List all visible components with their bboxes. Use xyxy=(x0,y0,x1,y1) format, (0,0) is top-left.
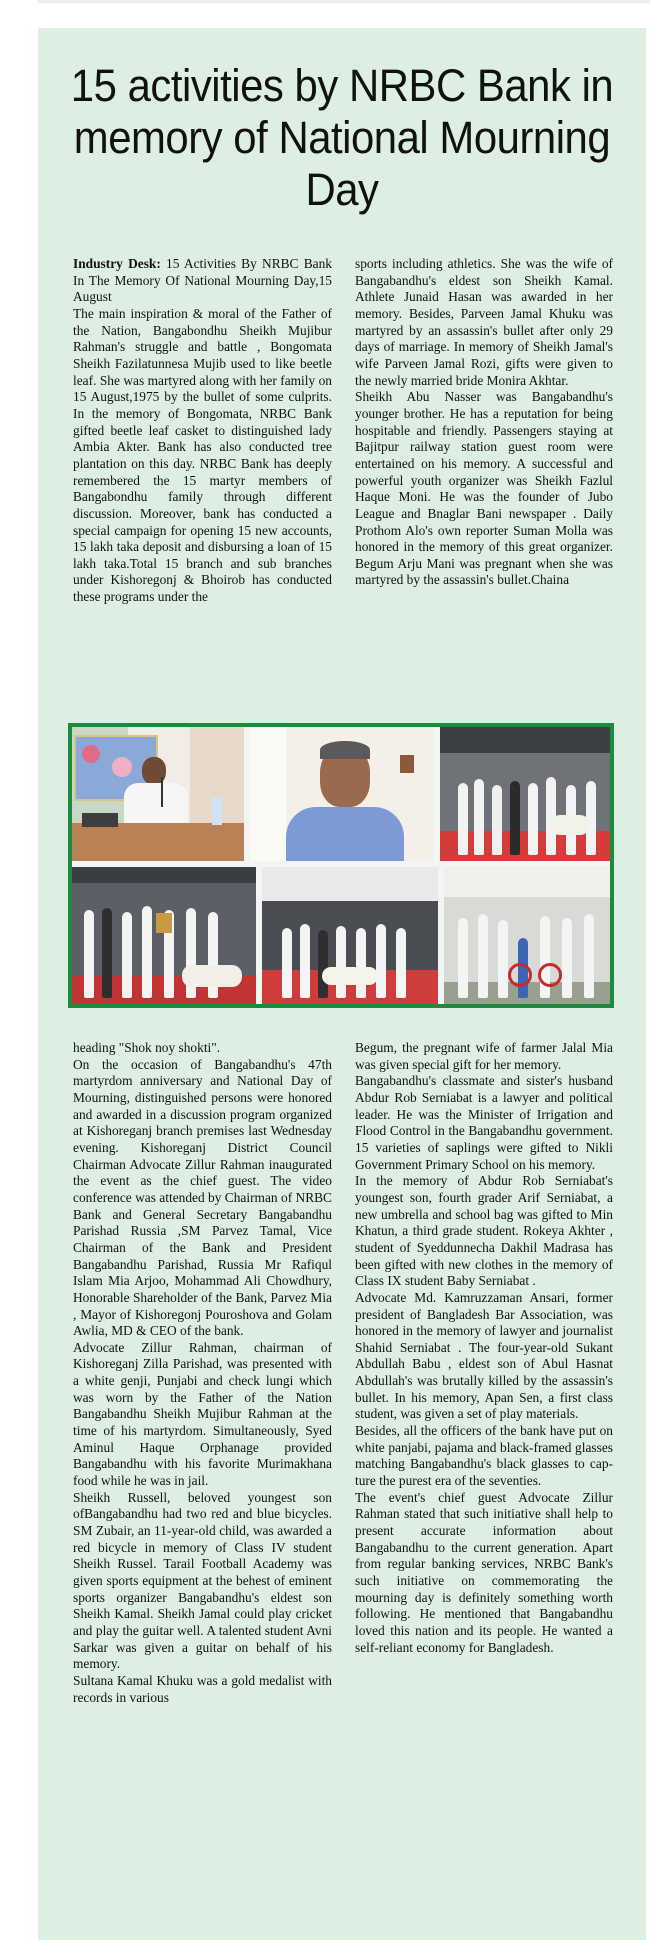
paragraph: The event's chief guest Advocate Zillur Rahman stated that such initiative shall help to present accurate information about Bangabandhu to the current generation. Apart from regular banking services, NRBC Bank's such initiative on commemorating the mourning day is definitely something worth following. He mentioned that Bangabandhu loved this nation and its people. He wanted a self-reliant economy for Bangladesh. xyxy=(355,1489,613,1655)
paragraph: Besides, all the officers of the bank have put on white panjabi, pajama and black-framed glasses matching Bangabandhu's black glasses to capture the purest era of the seventies. xyxy=(355,1423,613,1489)
paragraph: Advocate Zillur Rahman, chairman of Kishoreganj Zilla Parishad, was presented with a white genji, Punjabi and check lungi which was worn by the Father of the Nation Bangabandhu Sheikh Mujibur Rahman at the time of his martyrdom. Simultaneously, Syed Aminul Haque Orphanage provided Bangabandhu with his favorite Murimakhana food while he was in jail. xyxy=(73,1339,332,1489)
paragraph: Advocate Md. Kamruzzaman Ansari, former president of Bangladesh Bar Association, was honored in the memory of lawyer and journalist Shahid Serniabat . The four-year-old Sukant Abdullah Babu , eldest son of Abul Hasnat Abdullah's was brutally killed by the assassin's bullet. In his memory, Apan Sen, a first class student, was given a set of play materials. xyxy=(355,1289,613,1422)
photo-group-award-stage xyxy=(440,727,610,861)
column-4 xyxy=(355,1040,613,1656)
column-2 xyxy=(355,256,613,589)
paragraph: heading "Shok noy shokti". xyxy=(73,1040,221,1055)
byline: Industry Desk: xyxy=(73,256,161,271)
intro-text: 15 Activities By NRBC Bank In The Memory Of National Mourning Day,15 August xyxy=(73,256,332,305)
article-headline: 15 activities by NRBC Bank in memory of National Mourning Day xyxy=(70,60,614,215)
photo-speaker-at-desk xyxy=(72,727,244,861)
intro-paragraph xyxy=(73,256,332,306)
paragraph: Bangabandhu's classmate and sister's husband Abdur Rob Serniabat is a lawyer and political leader. He was the Minister of Irrigation and Flood Control in the Bangabandhu government. 15 varieties of saplings were gifted to Nikli Government Primary School on his memory. xyxy=(355,1073,613,1172)
paragraph: sports including athletics. She was the wife of Bangabandhu's eldest son Sheikh Kamal. Athlete Junaid Hasan was awarded in her memory. Besides, Parveen Jamal Khuku was martyred by an assassin's bullet after only 29 days of marriage. In memory of Sheikh Jamal's wife Parveen Jamal Rozi, gifts were given to the newly married bride Monira Akhtar. xyxy=(355,256,613,388)
paragraph: Sheikh Abu Nasser was Bangabandhu's younger brother. He has a reputation for being hospitable and friendly. Passengers staying at Bajitpur railway station guest room were entertained on his memory. A successful and powerful youth organizer was Sheikh Fazlul Haque Moni. He was the founder of Jubo League and Bnaglar Bani newspaper . Daily Prothom Alo's own reporter Suman Molla was honored in the memory of this great organizer. Begum Arju Mani was pregnant when she was martyred by the assassin's bullet.Chaina xyxy=(355,389,613,588)
paragraph: Begum, the pregnant wife of farmer Jalal Mia was given special gift for her memory. xyxy=(355,1040,613,1072)
photo-stage-wide xyxy=(262,867,438,1004)
paragraph: The main inspiration & moral of the Father of the Nation, Bangabondhu Sheikh Mujibur Rahman's struggle and battle , Bongomata Sheikh Fazilatunnesa Mujib used to like beetle leaf. She was martyred along with her family on 15 August,1975 by the bullet of some culprits. In the memory of Bongomata, NRBC Bank gifted beetle leaf casket to distinguished lady Ambia Akter. Bank has also conducted tree plantation on this day. NRBC Bank has deeply remembered the 15 martyr members of Bangabondhu family through different discussion. Moreover, bank has conducted a special campaign for opening 15 new accounts, 15 lakh taka deposit and disbursing a loan of 15 lakh taka.Total 15 branch and sub branches under Kishoregonj & Bhoirob has conducted these programs under the xyxy=(73,305,332,605)
paragraph: Sheikh Russell, beloved youngest son ofBangabandhu had two red and blue bicycles. SM Zubair, an 11-year-old child, was awarded a red bicycle in memory of Class IV student Sheikh Russel. Tarail Football Academy was given sports equipment at the behest of eminent sports organizer Bangabandhu's eldest son Sheikh Kamal. Sheikh Jamal could play cricket and play the guitar well. A talented student Avni Sarkar was given a guitar on behalf of his memory. xyxy=(73,1489,332,1672)
paragraph: In the memory of Abdur Rob Serniabat's youngest son, fourth grader Arif Serniabat, a new umbrella and school bag was gifted to Min Khatun, a third grade student. Rokeya Akhter , student of Syeddunnecha Dakhil Madrasa has been gifted with new clothes in the memory of Class IX student Baby Serniabat . xyxy=(355,1173,613,1289)
photo-portrait xyxy=(250,727,434,861)
column-1 xyxy=(73,256,332,606)
column-3 xyxy=(73,1040,332,1706)
paragraph: Sultana Kamal Khuku was a gold medalist with records in various xyxy=(73,1672,332,1705)
photo-award-handover xyxy=(72,867,256,1004)
photo-bicycle-gift xyxy=(444,867,610,1004)
top-rule xyxy=(38,0,650,3)
photo-collage xyxy=(68,723,614,1008)
paragraph: On the occasion of Bangabandhu's 47th martyrdom anniversary and National Day of Mourning, distinguished persons were honored and awarded in a discussion program organized at Kishoreganj branch premises last Wednesday evening. Kishoreganj District Council Chairman Advocate Zillur Rahman inaugurated the event as the chief guest. The video conference was attended by Chairman of NRBC Bank and General Secretary Bangabandhu Parishad Russia ,SM Parvez Tamal, Vice Chairman of the Bank and President Bangabandhu Parishad, Russia Mr Rafiqul Islam Mia Arjoo, Mohammad Ali Chowdhury, Honorable Shareholder of the Bank, Parvez Mia , Mayor of Kishoregonj Pouroshova and Golam Awlia, MD & CEO of the bank. xyxy=(73,1056,332,1339)
